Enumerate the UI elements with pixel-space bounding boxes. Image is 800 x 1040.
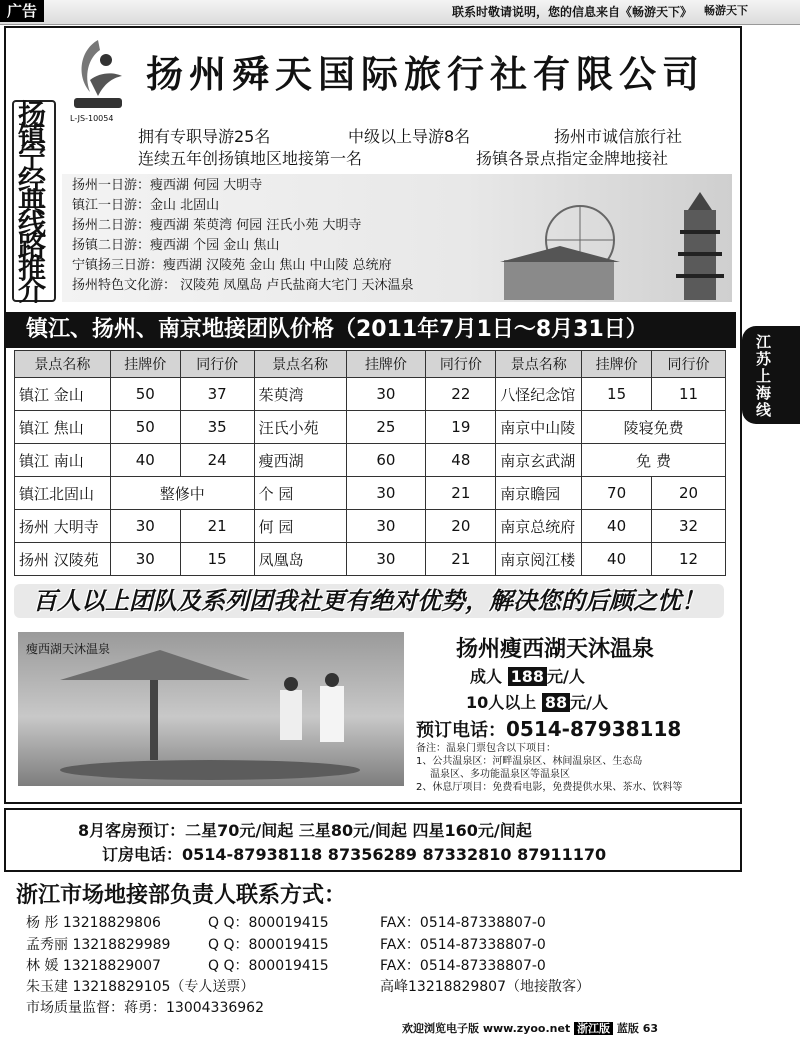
adult-price: 188 xyxy=(508,667,547,686)
license-number: L-JS-10054 xyxy=(70,114,114,123)
table-cell: 40 xyxy=(582,543,652,576)
table-cell: 20 xyxy=(652,477,726,510)
table-cell: 60 xyxy=(346,444,426,477)
feature-guides: 拥有专职导游25名 xyxy=(138,127,271,146)
table-cell: 扬州 汉陵苑 xyxy=(15,543,111,576)
table-cell: 37 xyxy=(180,378,254,411)
contact-title: 浙江市场地接部负责人联系方式： xyxy=(16,883,347,908)
table-cell: 何 园 xyxy=(254,510,346,543)
table-cell: 茱萸湾 xyxy=(254,378,346,411)
table-cell: 15 xyxy=(582,378,652,411)
table-cell: 19 xyxy=(426,411,496,444)
spring-note: 备注：温泉门票包含以下项目： xyxy=(416,743,556,754)
side-tab-text: 江苏上海线 xyxy=(756,333,772,419)
contact-name-phone: 朱玉建 13218829105（专人送票） xyxy=(26,979,255,995)
table-cell: 整修中 xyxy=(110,477,254,510)
route-zhenjiang-1day: 镇江一日游：金山 北固山 xyxy=(72,198,220,213)
spring-note: 温泉区、多功能温泉区等温泉区 xyxy=(430,769,570,780)
table-header: 挂牌价 xyxy=(582,351,652,378)
table-header-row xyxy=(15,351,726,378)
group-price: 88 xyxy=(542,693,570,712)
table-cell: 30 xyxy=(346,378,426,411)
table-cell: 镇江 焦山 xyxy=(15,411,111,444)
room-phones: 订房电话：0514-87938118 87356289 87332810 87911170 xyxy=(102,845,607,864)
feature-credit: 扬州市诚信旅行社 xyxy=(554,127,683,146)
table-row xyxy=(15,378,726,411)
table-cell: 免 费 xyxy=(582,444,726,477)
tel-label: 预订电话： xyxy=(416,720,506,741)
route-ningzhenyang-3day: 宁镇扬三日游：瘦西湖 汉陵苑 金山 焦山 中山陵 总统府 xyxy=(72,258,392,273)
table-cell: 40 xyxy=(582,510,652,543)
table-cell: 凤凰岛 xyxy=(254,543,346,576)
route-culture: 扬州特色文化游： 汉陵苑 凤凰岛 卢氏盐商大宅门 天沐温泉 xyxy=(72,278,414,293)
footer-url: 欢迎浏览电子版 www.zyoo.net xyxy=(402,1022,571,1035)
table-cell: 南京总统府 xyxy=(496,510,582,543)
table-cell: 30 xyxy=(346,477,426,510)
contact-name-phone: 杨 彤 13218829806 xyxy=(26,915,161,931)
table-cell: 11 xyxy=(652,378,726,411)
table-cell: 个 园 xyxy=(254,477,346,510)
table-cell: 30 xyxy=(110,510,180,543)
table-cell: 21 xyxy=(426,477,496,510)
spring-scene-icon xyxy=(50,640,380,780)
feature-first-place: 连续五年创扬镇地区地接第一名 xyxy=(138,149,363,168)
table-cell: 南京阅江楼 xyxy=(496,543,582,576)
table-cell: 24 xyxy=(180,444,254,477)
table-cell: 瘦西湖 xyxy=(254,444,346,477)
table-header: 同行价 xyxy=(180,351,254,378)
table-cell: 30 xyxy=(110,543,180,576)
adult-price-line xyxy=(470,664,585,687)
vertical-banner-text: 扬镇宁经典线路推介 xyxy=(17,98,46,307)
group-label: 10人以上 xyxy=(466,693,537,712)
table-row xyxy=(15,477,726,510)
footer-edition-box: 浙江版 xyxy=(574,1022,613,1035)
table-cell: 25 xyxy=(346,411,426,444)
table-cell: 镇江 金山 xyxy=(15,378,111,411)
route-yangzhen-2day: 扬镇二日游：瘦西湖 个园 金山 焦山 xyxy=(72,238,280,253)
price-banner: 镇江、扬州、南京地接团队价格（2011年7月1日～8月31日） xyxy=(6,312,736,348)
table-header: 景点名称 xyxy=(15,351,111,378)
spring-note: 2、休息厅项目：免费看电影，免费提供水果、茶水、饮料等 xyxy=(416,782,683,793)
table-cell: 20 xyxy=(426,510,496,543)
contact-scattered: 高峰13218829807（地接散客） xyxy=(380,979,590,995)
table-header: 景点名称 xyxy=(254,351,346,378)
feature-senior-guides: 中级以上导游8名 xyxy=(348,127,471,146)
company-logo-icon xyxy=(70,36,126,114)
adult-unit: 元/人 xyxy=(547,667,585,686)
table-cell: 镇江北固山 xyxy=(15,477,111,510)
contact-fax: FAX：0514-87338807-0 xyxy=(380,915,546,931)
table-cell: 八怪纪念馆 xyxy=(496,378,582,411)
table-header: 景点名称 xyxy=(496,351,582,378)
contact-fax: FAX：0514-87338807-0 xyxy=(380,937,546,953)
table-cell: 南京玄武湖 xyxy=(496,444,582,477)
contact-qq: Q Q：800019415 xyxy=(208,937,329,953)
spring-title: 扬州瘦西湖天沐温泉 xyxy=(456,637,655,662)
table-cell: 30 xyxy=(346,510,426,543)
table-cell: 50 xyxy=(110,411,180,444)
table-cell: 30 xyxy=(346,543,426,576)
table-cell: 南京中山陵 xyxy=(496,411,582,444)
table-cell: 32 xyxy=(652,510,726,543)
table-cell: 22 xyxy=(426,378,496,411)
photo-caption: 瘦西湖天沐温泉 xyxy=(26,642,111,656)
pagoda-scenery-icon xyxy=(500,190,730,300)
table-row xyxy=(15,510,726,543)
contact-qq: Q Q：800019415 xyxy=(208,915,329,931)
table-header: 挂牌价 xyxy=(110,351,180,378)
table-cell: 南京瞻园 xyxy=(496,477,582,510)
ad-tag: 广告 xyxy=(0,0,44,22)
footer-page: 63 xyxy=(642,1022,659,1035)
table-header: 同行价 xyxy=(652,351,726,378)
contact-name-phone: 孟秀丽 13218829989 xyxy=(26,937,171,953)
publication-logo: 畅游天下 xyxy=(704,4,748,17)
route-yangzhou-2day: 扬州二日游：瘦西湖 茱萸湾 何园 汪氏小苑 大明寺 xyxy=(72,218,362,233)
route-yangzhou-1day: 扬州一日游：瘦西湖 何园 大明寺 xyxy=(72,178,263,193)
feature-gold-agent: 扬镇各景点指定金牌地接社 xyxy=(476,149,669,168)
table-cell: 21 xyxy=(426,543,496,576)
table-cell: 50 xyxy=(110,378,180,411)
table-row xyxy=(15,411,726,444)
adult-label: 成人 xyxy=(470,667,503,686)
table-cell: 21 xyxy=(180,510,254,543)
slogan-banner: 百人以上团队及系列团我社更有绝对优势，解决您的后顾之忧！ xyxy=(14,584,724,618)
table-cell: 陵寝免费 xyxy=(582,411,726,444)
table-header: 挂牌价 xyxy=(346,351,426,378)
quality-supervisor: 市场质量监督：蒋勇：13004336962 xyxy=(26,1000,264,1016)
table-cell: 70 xyxy=(582,477,652,510)
booking-tel xyxy=(416,716,681,742)
table-row xyxy=(15,444,726,477)
table-cell: 镇江 南山 xyxy=(15,444,111,477)
table-cell: 扬州 大明寺 xyxy=(15,510,111,543)
room-prices: 8月客房预订：二星70元/间起 三星80元/间起 四星160元/间起 xyxy=(78,821,532,840)
group-price-line xyxy=(466,690,608,713)
group-unit: 元/人 xyxy=(570,693,608,712)
table-cell: 48 xyxy=(426,444,496,477)
table-row xyxy=(15,543,726,576)
company-name: 扬州舜天国际旅行社有限公司 xyxy=(146,52,705,96)
contact-qq: Q Q：800019415 xyxy=(208,958,329,974)
table-header: 同行价 xyxy=(426,351,496,378)
table-cell: 15 xyxy=(180,543,254,576)
tel-number: 0514-87938118 xyxy=(506,717,682,741)
table-cell: 12 xyxy=(652,543,726,576)
footer xyxy=(402,1020,658,1036)
footer-edition: 蓝版 xyxy=(616,1022,639,1035)
price-table xyxy=(14,350,726,576)
table-cell: 汪氏小苑 xyxy=(254,411,346,444)
contact-name-phone: 林 媛 13218829007 xyxy=(26,958,161,974)
contact-fax: FAX：0514-87338807-0 xyxy=(380,958,546,974)
top-note: 联系时敬请说明，您的信息来自《畅游天下》 xyxy=(452,5,693,19)
table-cell: 35 xyxy=(180,411,254,444)
spring-note: 1、公共温泉区：河畔温泉区、林间温泉区、生态岛 xyxy=(416,756,643,767)
table-cell: 40 xyxy=(110,444,180,477)
